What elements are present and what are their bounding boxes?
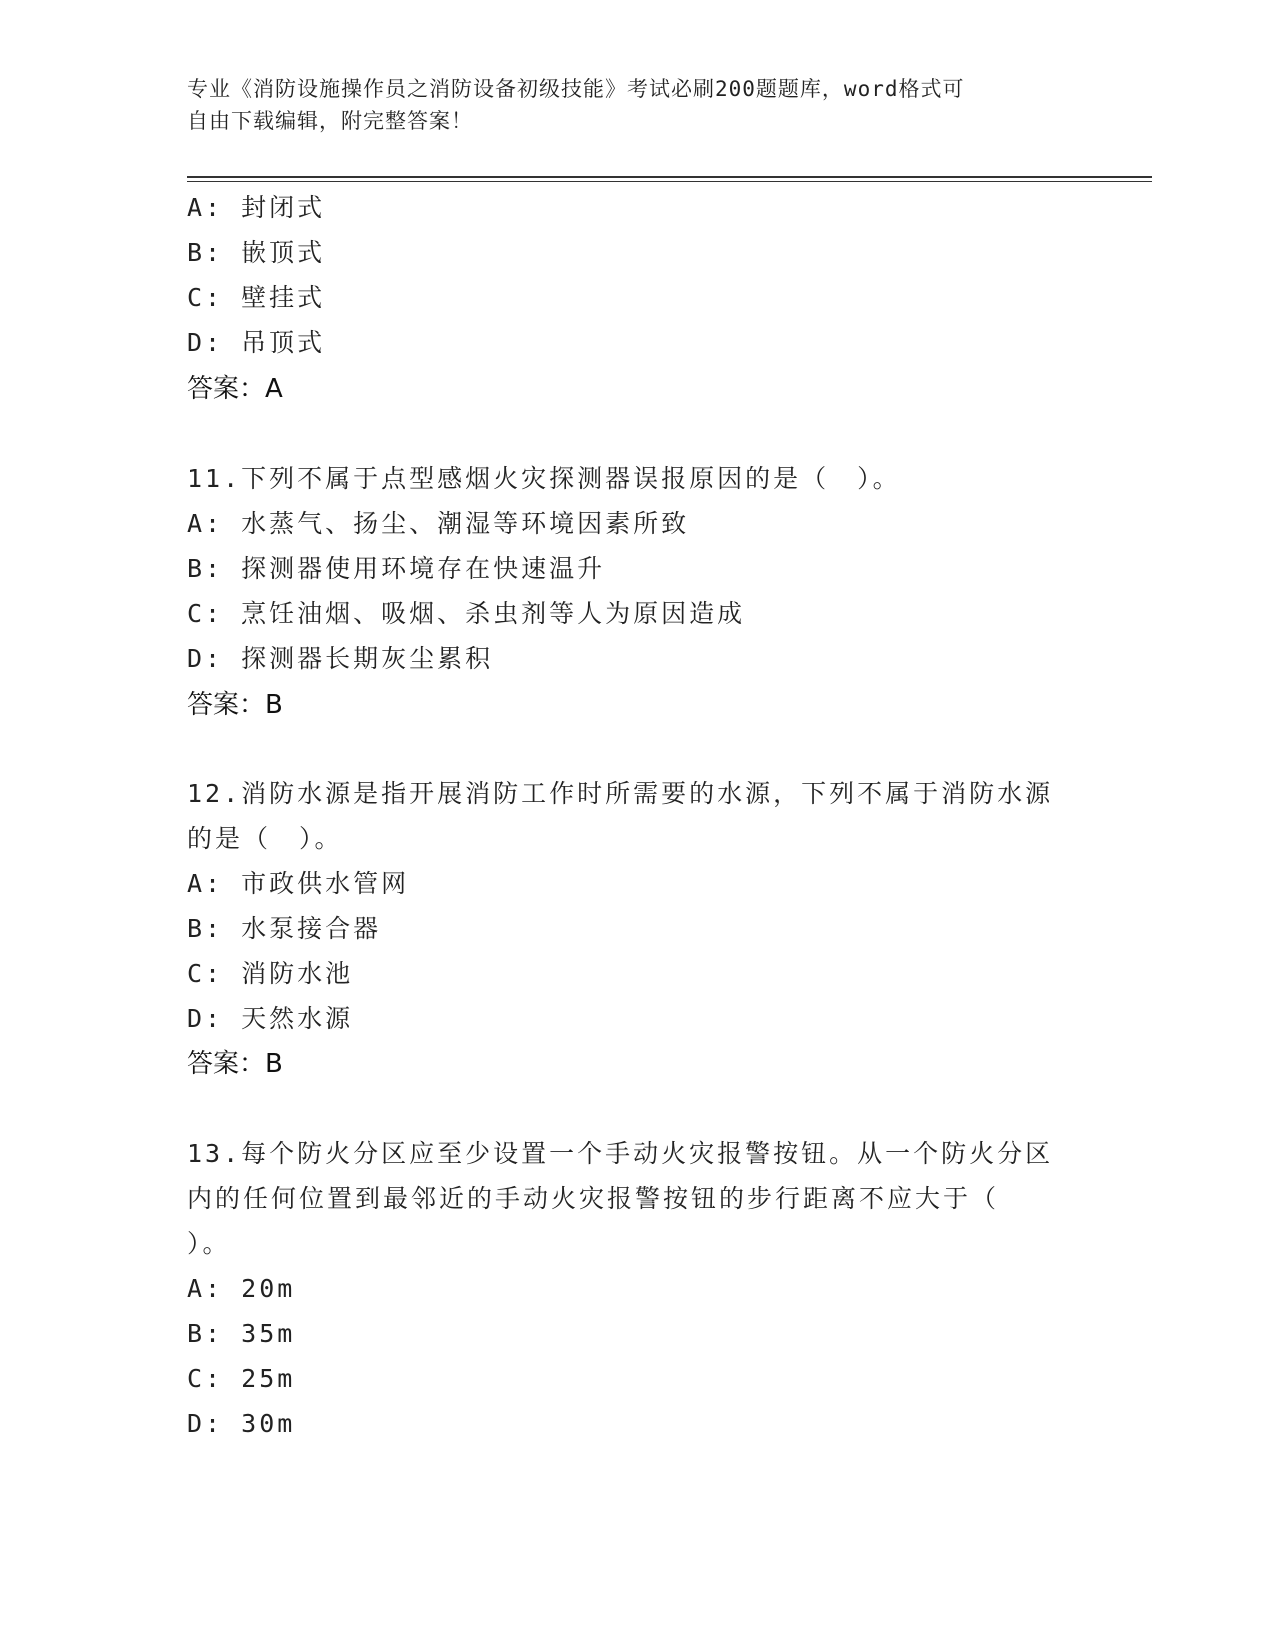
q10-option-d: D: 吊顶式: [187, 328, 326, 357]
header-line-2: 自由下载编辑，附完整答案！: [187, 109, 473, 133]
q10-option-b: B: 嵌顶式: [187, 238, 326, 267]
q13-option-d: D: 30m: [187, 1409, 296, 1438]
q13-stem-line-1: 13.每个防火分区应至少设置一个手动火灾报警按钮。从一个防火分区: [187, 1139, 1054, 1168]
document-header: [187, 73, 1087, 137]
q11-option-c: C: 烹饪油烟、吸烟、杀虫剂等人为原因造成: [187, 599, 746, 628]
q12-answer: 答案：B: [187, 1049, 283, 1079]
q13-option-c: C: 25m: [187, 1364, 296, 1393]
q11-stem-line-1: 11.下列不属于点型感烟火灾探测器误报原因的是（ ）。: [187, 464, 901, 493]
q12-option-a: A: 市政供水管网: [187, 869, 410, 898]
q11-answer: 答案：B: [187, 690, 283, 720]
q13-option-a: A: 20m: [187, 1274, 296, 1303]
header-rule-thin: [187, 181, 1152, 182]
q12-option-c: C: 消防水池: [187, 959, 354, 988]
q11-option-a: A: 水蒸气、扬尘、潮湿等环境因素所致: [187, 509, 690, 538]
q12-stem-line-1: 12.消防水源是指开展消防工作时所需要的水源，下列不属于消防水源: [187, 779, 1054, 808]
q13-stem-line-2: 内的任何位置到最邻近的手动火灾报警按钮的步行距离不应大于（: [187, 1184, 1000, 1213]
q12-option-d: D: 天然水源: [187, 1004, 354, 1033]
q12-stem-line-2: 的是（ ）。: [187, 824, 343, 853]
q10-answer: 答案：A: [187, 374, 283, 404]
q11-option-d: D: 探测器长期灰尘累积: [187, 644, 494, 673]
q11-option-b: B: 探测器使用环境存在快速温升: [187, 554, 606, 583]
header-line-1: 专业《消防设施操作员之消防设备初级技能》考试必刷200题题库，word格式可: [187, 77, 965, 101]
q13-stem-line-3: ）。: [187, 1229, 231, 1258]
header-rule-thick: [187, 176, 1152, 178]
q13-option-b: B: 35m: [187, 1319, 296, 1348]
q12-option-b: B: 水泵接合器: [187, 914, 382, 943]
q10-option-c: C: 壁挂式: [187, 283, 326, 312]
q10-option-a: A: 封闭式: [187, 193, 326, 222]
